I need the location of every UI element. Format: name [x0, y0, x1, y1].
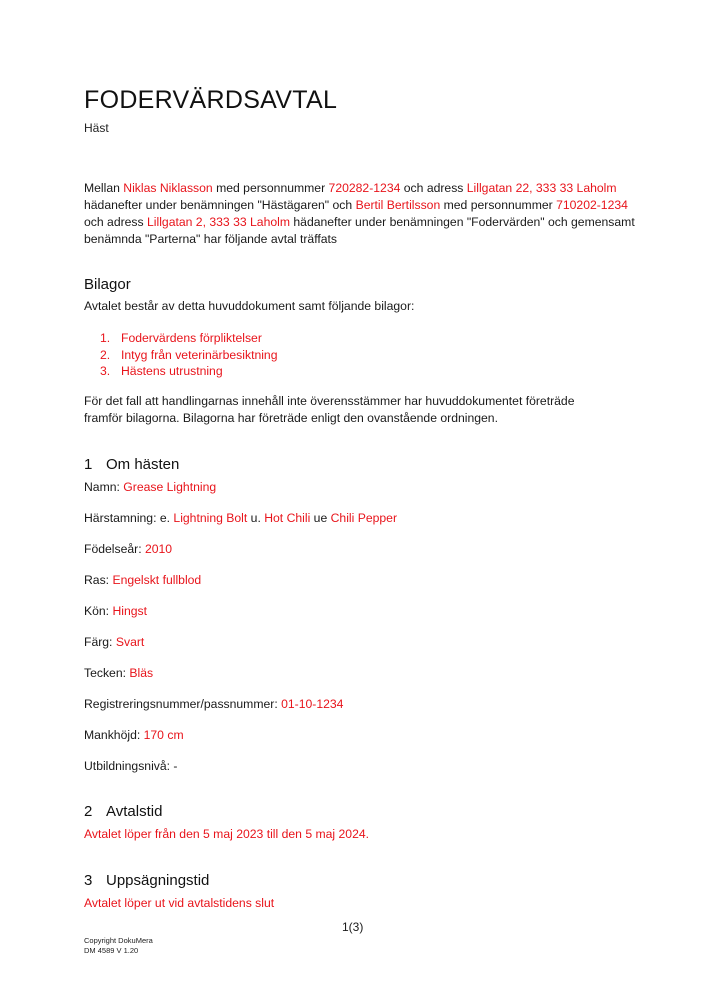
- section-3-heading: 3 Uppsägningstid: [84, 872, 210, 889]
- bilagor-heading: Bilagor: [84, 276, 131, 293]
- list-item: 3. Hästens utrustning: [100, 364, 223, 378]
- markings-line: Tecken: Bläs: [84, 666, 154, 680]
- damsire: Chili Pepper: [330, 511, 398, 525]
- section-1-heading: 1 Om hästen: [84, 456, 180, 473]
- training-line: Utbildningsnivå: -: [84, 759, 178, 773]
- host-personnummer: 710202-1234: [556, 198, 628, 212]
- height-value: 170 cm: [143, 728, 184, 742]
- owner-address: Lillgatan 22, 333 33 Laholm: [466, 181, 617, 195]
- section-2-text: Avtalet löper från den 5 maj 2023 till den 5 maj 2024.: [84, 827, 370, 841]
- sex-line: Kön: Hingst: [84, 604, 148, 618]
- section-2-heading: 2 Avtalstid: [84, 803, 163, 820]
- document-subtitle: Häst: [84, 121, 109, 135]
- color-value: Svart: [115, 635, 145, 649]
- host-address: Lillgatan 2, 333 33 Laholm: [147, 215, 290, 229]
- copyright-text: Copyright DokuMera: [84, 936, 153, 945]
- regnr-line: Registreringsnummer/passnummer: 01-10-1234: [84, 697, 344, 711]
- list-item: 1. Fodervärdens förpliktelser: [100, 331, 262, 345]
- markings-value: Bläs: [129, 666, 154, 680]
- document-title: FODERVÄRDSAVTAL: [84, 86, 338, 114]
- color-line: Färg: Svart: [84, 635, 145, 649]
- owner-personnummer: 720282-1234: [328, 181, 401, 195]
- dam: Hot Chili: [264, 511, 311, 525]
- bilagor-intro: Avtalet består av detta huvuddokument samt följande bilagor:: [84, 299, 415, 313]
- breed-line: Ras: Engelskt fullblod: [84, 573, 202, 587]
- sire: Lightning Bolt: [173, 511, 248, 525]
- bilagor-note: För det fall att handlingarnas innehåll inte överensstämmer har huvuddokumentet företräde framför bilagorna. Bilagorna har företräde enligt den ovanstående ordningen.: [84, 394, 575, 425]
- horse-name: Grease Lightning: [123, 480, 217, 494]
- bilagor-list: [84, 330, 278, 380]
- birthyear-line: Födelseår: 2010: [84, 542, 173, 556]
- intro-paragraph: Mellan Niklas Niklasson med personnummer 720282-1234 och adress Lillgatan 22, 333 33 Laholm hädanefter under benämningen "Hästägaren" och Bertil Bertilsson med personnummer 710202-1234 och adress Lillgatan 2, 333 33 Laholm hädanefter under benämningen "Fodervärden" och gemensamt benämnda "Parterna" har följande avtal träffats: [84, 181, 635, 246]
- pedigree-line: Härstamning: e. Lightning Bolt u. Hot Chili ue Chili Pepper: [84, 511, 398, 525]
- horse-name-line: Namn: Grease Lightning: [84, 480, 217, 494]
- list-item: 2. Intyg från veterinärbesiktning: [100, 347, 278, 362]
- birthyear-value: 2010: [144, 542, 173, 556]
- host-name: Bertil Bertilsson: [355, 198, 441, 212]
- version-text: DM 4589 V 1.20: [84, 946, 139, 955]
- breed-value: Engelskt fullblod: [112, 573, 202, 587]
- regnr-value: 01-10-1234: [281, 697, 344, 711]
- page-number: 1(3): [342, 920, 364, 934]
- sex-value: Hingst: [112, 604, 148, 618]
- section-3-text: Avtalet löper ut vid avtalstidens slut: [84, 896, 275, 910]
- owner-name: Niklas Niklasson: [123, 181, 213, 195]
- footer: [84, 936, 153, 956]
- height-line: Mankhöjd: 170 cm: [84, 728, 184, 742]
